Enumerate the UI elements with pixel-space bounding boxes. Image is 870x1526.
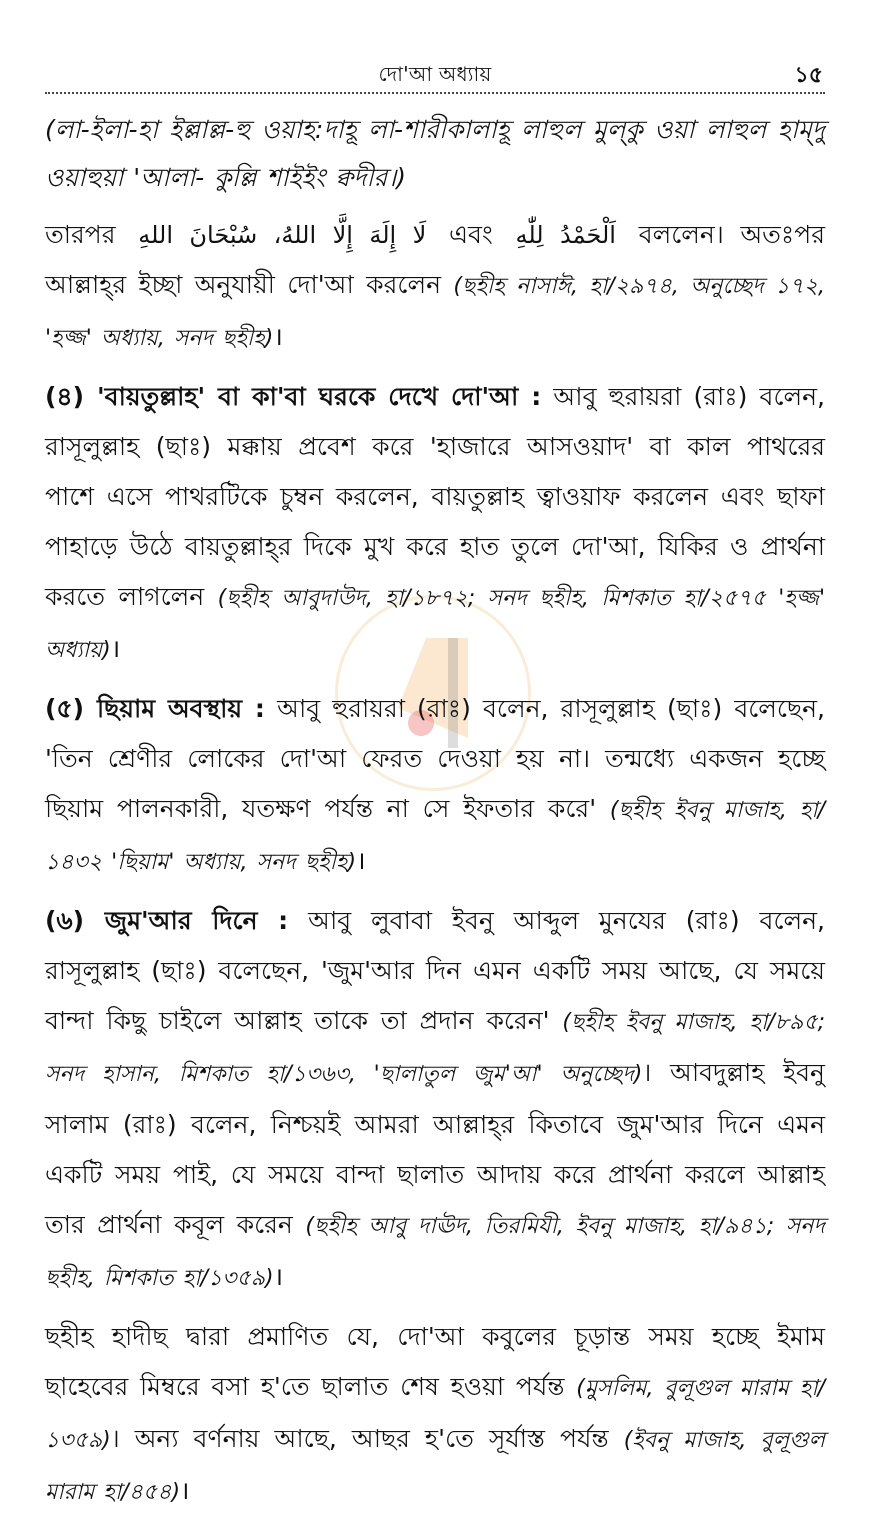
arabic-tahlil-tasbih: لَا إِلَهَ إِلَّا اللهُ، سُبْحَانَ اللهِ [138, 221, 427, 249]
sentence-end: । [180, 1476, 190, 1505]
sentence-end: । [273, 322, 283, 351]
citation: (মুসলিম, বুলূগুল মারাম হা/১৩৫৯) [45, 1376, 826, 1453]
body-text: আবু হুরায়রা (রাঃ) বলেন, রাসূলুল্লাহ (ছাঃ) মক্কায় প্রবেশ করে 'হাজারে আসওয়াদ' বা কাল পাথরের পাশে এসে পাথরটিকে চুম্বন করলেন, বায়তুল্লাহ ত্বাওয়াফ করলেন এবং ছাফা পাহাড়ে উঠে বায়তুল্লাহ্‌র দিকে মুখ করে হাত তুলে দো'আ, যিকির ও প্রার্থনা করতে লাগলেন [45, 382, 826, 611]
running-header [45, 56, 825, 92]
citation: (ছহীহ আবুদাউদ, হা/১৮৭২; সনদ ছহীহ, মিশকাত হা/২৫৭৫ 'হজ্জ' অধ্যায়) [45, 586, 825, 663]
section-5-paragraph [45, 684, 825, 888]
citation: (ছহীহ ইবনু মাজাহ, হা/৮৯৫; সনদ হাসান, মিশকাত হা/১৩৬৩, 'ছালাতুল জুম'আ' অনুচ্ছেদ) [45, 1010, 826, 1087]
body-text: বললেন। অতঃপর আল্লাহ্‌র ইচ্ছা অনুযায়ী দো'আ করলেন [45, 220, 825, 299]
transliteration-text: (লা-ইলা-হা ইল্লাল্ল-হু ওয়াহ:দাহূ লা-শারীকালাহূ লাহুল মুল্‌কু ওয়া লাহুল হাম্‌দু ওয়াহুয়া 'আলা- কুল্লি শাইইং ক্বদীর।) [45, 115, 825, 192]
section-4-heading: (৪) 'বায়তুল্লাহ' বা কা'বা ঘরকে দেখে দো'আ : [45, 382, 542, 411]
body-text: । অন্য বর্ণনায় আছে, আছর হ'তে সূর্যাস্ত পর্যন্ত [110, 1424, 609, 1453]
conjunction-text: এবং [449, 220, 493, 249]
citation: (ইবনু মাজাহ, বুলূগুল মারাম হা/৪৫৪) [45, 1428, 825, 1505]
section-6-heading: (৬) জুম'আর দিনে : [45, 906, 289, 935]
section-4-paragraph [45, 372, 825, 676]
body-text: আবু হুরায়রা (রাঃ) বলেন, রাসূলুল্লাহ (ছাঃ) বলেছেন, 'তিন শ্রেণীর লোকের দো'আ ফেরত দেওয়া হয় না। তন্মধ্যে একজন হচ্ছে ছিয়াম পালনকারী, যতক্ষণ পর্যন্ত না সে ইফতার করে' [45, 694, 825, 823]
page-number: ১৫ [794, 63, 823, 88]
transliteration-paragraph [45, 106, 825, 202]
running-title: দো'আ অধ্যায় [378, 62, 492, 86]
book-page [45, 56, 825, 1526]
sentence-end: । [273, 1262, 284, 1291]
citation: (ছহীহ আবু দাঊদ, তিরমিযী, ইবনু মাজাহ, হা/৯৪১; সনদ ছহীহ, মিশকাত হা/১৩৫৯) [45, 1214, 825, 1291]
arabic-hamd: اَلْحَمْدُ لِلّٰهِ [515, 221, 616, 249]
sentence-end: । [356, 846, 366, 875]
body-text: ছহীহ হাদীছ দ্বারা প্রমাণিত যে, দো'আ কবুলের চূড়ান্ত সময় হচ্ছে ইমাম ছাহেবের মিম্বরে বসা হ'তে ছালাত শেষ হওয়া পর্যন্ত [45, 1322, 825, 1401]
dhikr-paragraph [45, 210, 825, 364]
citation: (ছহীহ ইবনু মাজাহ, হা/১৪৩২ 'ছিয়াম' অধ্যায়, সনদ ছহীহ) [45, 798, 825, 875]
citation: (ছহীহ নাসাঈ, হা/২৯৭৪, অনুচ্ছেদ ১৭২, 'হজ্জ' অধ্যায়, সনদ ছহীহ) [45, 274, 825, 351]
section-6-paragraph [45, 896, 825, 1304]
body-text: । আবদুল্লাহ ইবনু সালাম (রাঃ) বলেন, নিশ্চয়ই আমরা আল্লাহ্‌র কিতাবে জুম'আর দিনে এমন একটি সময় পাই, যে সময়ে বান্দা ছালাত আদায় করে প্রার্থনা করলে আল্লাহ তার প্রার্থনা কবূল করেন [45, 1058, 825, 1239]
section-5-heading: (৫) ছিয়াম অবস্থায় : [45, 694, 265, 723]
sentence-end: । [110, 634, 121, 663]
conclusion-paragraph [45, 1312, 825, 1518]
body-text: আবু লুবাবা ইবনু আব্দুল মুনযের (রাঃ) বলেন, রাসূলুল্লাহ (ছাঃ) বলেছেন, 'জুম'আর দিন এমন একটি সময় আছে, যে সময়ে বান্দা কিছু চাইলে আল্লাহ তাকে তা প্রদান করেন' [45, 906, 825, 1035]
lead-text: তারপর [45, 220, 116, 249]
